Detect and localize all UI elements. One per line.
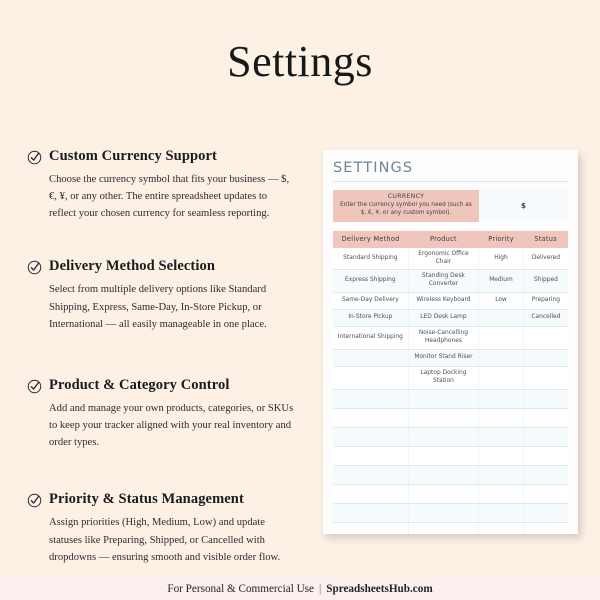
footer-usage-text: For Personal & Commercial Use — [167, 582, 314, 595]
table-cell[interactable] — [408, 485, 479, 504]
table-cell[interactable] — [479, 466, 524, 485]
table-cell[interactable]: Laptop Docking Station — [408, 367, 479, 390]
table-cell[interactable]: Ergonomic Office Chair — [408, 248, 479, 270]
table-cell[interactable] — [333, 523, 408, 534]
page-title: Settings — [227, 37, 373, 86]
feature-title: Product & Category Control — [49, 376, 230, 393]
currency-label-description: Enter the currency symbol you need (such as $, €, ¥, or any custom symbol). — [340, 201, 472, 217]
table-cell[interactable] — [333, 466, 408, 485]
table-cell[interactable] — [333, 428, 408, 447]
table-cell[interactable]: Standing Desk Converter — [408, 270, 479, 293]
feature-item-product-category-control — [27, 377, 295, 451]
table-cell[interactable] — [479, 310, 524, 327]
table-cell[interactable] — [523, 504, 568, 523]
table-row — [333, 485, 568, 504]
check-circle-icon — [27, 260, 42, 275]
table-row — [333, 447, 568, 466]
table-cell[interactable]: Express Shipping — [333, 270, 408, 293]
column-header-product: Product — [408, 231, 479, 248]
feature-title: Custom Currency Support — [49, 148, 217, 164]
table-cell[interactable] — [408, 504, 479, 523]
table-cell[interactable] — [479, 447, 524, 466]
table-cell[interactable]: International Shipping — [333, 327, 408, 350]
table-row — [333, 248, 568, 270]
table-cell[interactable] — [479, 367, 524, 390]
column-header-status: Status — [523, 231, 568, 248]
currency-value-cell[interactable]: $ — [479, 190, 568, 222]
table-cell[interactable]: Delivered — [523, 248, 568, 270]
table-cell[interactable]: Wireless Keyboard — [408, 293, 479, 310]
table-cell[interactable] — [523, 409, 568, 428]
table-row — [333, 523, 568, 534]
feature-description: Select from multiple delivery options like Standard Shipping, Express, Same-Day, In-Store Pickup, or International — all easily manageable in one place. — [49, 284, 267, 330]
column-header-priority: Priority — [479, 231, 524, 248]
table-cell[interactable] — [523, 428, 568, 447]
table-cell[interactable] — [479, 409, 524, 428]
table-cell[interactable] — [333, 350, 408, 367]
table-cell[interactable]: Shipped — [523, 270, 568, 293]
spreadsheet-content — [323, 150, 578, 534]
table-row — [333, 409, 568, 428]
currency-setting-row — [333, 190, 568, 222]
table-cell[interactable] — [408, 428, 479, 447]
table-cell[interactable] — [408, 466, 479, 485]
table-row — [333, 367, 568, 390]
table-row — [333, 310, 568, 327]
table-cell[interactable] — [479, 523, 524, 534]
table-cell[interactable] — [333, 390, 408, 409]
spreadsheet-preview-panel — [323, 150, 578, 534]
table-cell[interactable]: Cancelled — [523, 310, 568, 327]
table-cell[interactable]: Noise-Cancelling Headphones — [408, 327, 479, 350]
table-row — [333, 293, 568, 310]
table-cell[interactable]: Same-Day Delivery — [333, 293, 408, 310]
table-cell[interactable] — [523, 466, 568, 485]
table-cell[interactable] — [479, 327, 524, 350]
table-row — [333, 428, 568, 447]
feature-title: Delivery Method Selection — [49, 258, 215, 275]
feature-item-delivery-method-selection — [27, 258, 295, 332]
feature-heading — [27, 491, 295, 508]
table-row — [333, 327, 568, 350]
feature-heading — [27, 377, 295, 394]
table-cell[interactable] — [523, 390, 568, 409]
currency-label-cell — [333, 190, 479, 222]
table-cell[interactable] — [523, 367, 568, 390]
table-cell[interactable]: LED Desk Lamp — [408, 310, 479, 327]
table-cell[interactable] — [333, 367, 408, 390]
table-cell[interactable] — [333, 485, 408, 504]
feature-description: Add and manage your own products, categories, or SKUs to keep your tracker aligned with your real inventory and order types. — [49, 402, 294, 449]
table-cell[interactable] — [408, 447, 479, 466]
table-header-row — [333, 231, 568, 248]
table-cell[interactable]: Preparing — [523, 293, 568, 310]
table-cell[interactable] — [523, 523, 568, 534]
feature-description: Assign priorities (High, Medium, Low) and update statuses like Preparing, Shipped, or Cancelled with dropdowns — ensuring smooth and visible order flow. — [49, 517, 281, 563]
feature-list — [27, 148, 295, 566]
check-circle-icon — [27, 493, 42, 508]
table-cell[interactable] — [479, 485, 524, 504]
footer-brand: SpreadsheetsHub.com — [326, 582, 433, 595]
table-cell[interactable] — [333, 447, 408, 466]
table-cell[interactable] — [333, 504, 408, 523]
table-row — [333, 270, 568, 293]
table-row — [333, 504, 568, 523]
column-header-delivery-method: Delivery Method — [333, 231, 408, 248]
table-cell[interactable] — [479, 390, 524, 409]
table-cell[interactable]: High — [479, 248, 524, 270]
check-circle-icon — [27, 150, 42, 165]
table-cell[interactable] — [523, 485, 568, 504]
table-cell[interactable]: In-Store Pickup — [333, 310, 408, 327]
settings-table — [333, 231, 568, 534]
table-row — [333, 350, 568, 367]
table-cell[interactable] — [479, 504, 524, 523]
spreadsheet-title: SETTINGS — [333, 160, 568, 182]
feature-description: Choose the currency symbol that fits your business — $, €, ¥, or any other. The entire spreadsheet updates to reflect your chosen currency for seamless reporting. — [49, 174, 290, 220]
feature-heading — [27, 148, 295, 165]
table-cell[interactable] — [523, 447, 568, 466]
footer-separator: | — [319, 582, 322, 595]
feature-item-custom-currency-support — [27, 148, 295, 222]
feature-title: Priority & Status Management — [49, 491, 244, 508]
check-circle-icon — [27, 379, 42, 394]
table-cell[interactable]: Low — [479, 293, 524, 310]
table-cell[interactable]: Monitor Stand Riser — [408, 350, 479, 367]
table-cell[interactable] — [523, 327, 568, 350]
table-cell[interactable]: Medium — [479, 270, 524, 293]
table-cell[interactable]: Standard Shipping — [333, 248, 408, 270]
table-cell[interactable] — [333, 409, 408, 428]
table-cell[interactable] — [408, 523, 479, 534]
table-cell[interactable] — [479, 428, 524, 447]
table-body — [333, 248, 568, 534]
table-cell[interactable] — [523, 350, 568, 367]
table-header — [333, 231, 568, 248]
feature-heading — [27, 258, 295, 275]
table-cell[interactable] — [479, 350, 524, 367]
table-row — [333, 466, 568, 485]
table-cell[interactable] — [408, 409, 479, 428]
feature-item-priority-status-management — [27, 491, 295, 565]
table-row — [333, 390, 568, 409]
currency-label-title: CURRENCY — [387, 193, 425, 200]
footer — [0, 577, 600, 600]
table-cell[interactable] — [408, 390, 479, 409]
